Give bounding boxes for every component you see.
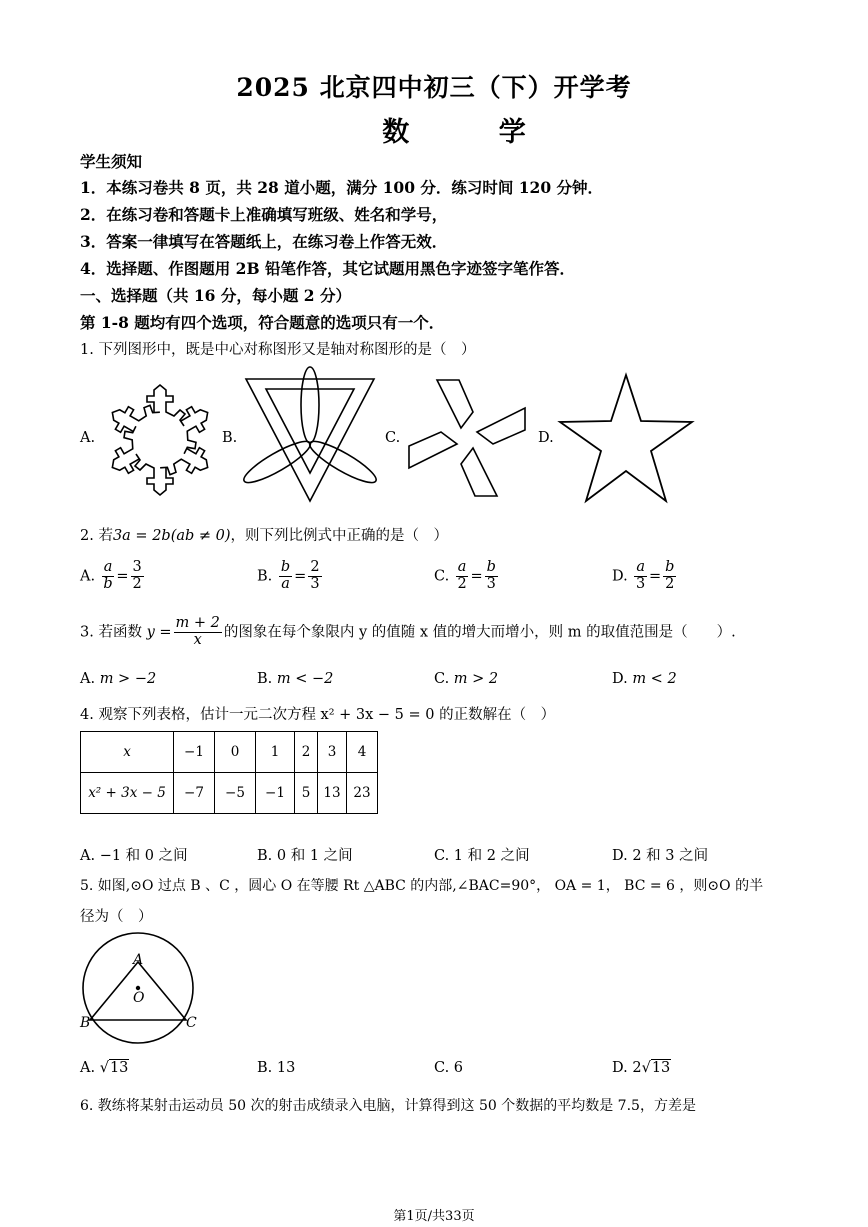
section-note: 第 1-8 题均有四个选项，符合题意的选项只有一个． — [80, 313, 445, 332]
notice-item: 1．本练习卷共 8 页，共 28 道小题，满分 100 分．练习时间 120 分钟． — [80, 178, 604, 197]
q4-table — [80, 731, 378, 814]
section-heading: 一、选择题（共 16 分，每小题 2 分） — [80, 286, 351, 305]
q2-option-b: B. $\frac{b}{a}$ = $\frac{2}{3}$ — [257, 559, 320, 592]
table-cell: 2 — [295, 732, 318, 773]
pinwheel-icon — [400, 372, 534, 504]
q5-option-a: A. √13 — [80, 1060, 129, 1076]
q4-option-d: D. 2 和 3 之间 — [612, 848, 709, 864]
notice-item: 3．答案一律填写在答题纸上，在练习卷上作答无效． — [80, 232, 448, 251]
table-row — [81, 732, 378, 773]
q1-option-a-label: A. — [80, 430, 96, 446]
table-cell: −1 — [256, 773, 295, 814]
table-cell: x² + 3x − 5 — [81, 773, 174, 814]
q1-option-d-label: D. — [538, 430, 554, 446]
notice-item: 2．在练习卷和答题卡上准确填写班级、姓名和学号， — [80, 205, 448, 224]
question-4-stem: 4. 观察下列表格，估计一元二次方程 x² + 3x − 5 = 0 的正数解在（ ） — [80, 707, 556, 723]
q3-option-c: C. m > 2 — [434, 671, 499, 687]
question-3-stem: 3. 若函数 y = $\frac{m + 2}{x}$ 的图象在每个象限内 y 的值随 x 值的增大而增小，则 m 的取值范围是（ ）. — [80, 615, 736, 648]
table-cell: x — [81, 732, 174, 773]
table-cell: 3 — [318, 732, 347, 773]
triangle-ellipses-icon — [240, 365, 380, 505]
figure-label-c: C — [186, 1015, 197, 1031]
q4-option-b: B. 0 和 1 之间 — [257, 848, 353, 864]
table-cell: −5 — [215, 773, 256, 814]
snowflake-icon — [100, 380, 220, 500]
q3-option-d: D. m < 2 — [612, 671, 677, 687]
table-cell: 23 — [347, 773, 378, 814]
star-icon — [556, 373, 696, 505]
table-cell: −7 — [174, 773, 215, 814]
figure-label-b: B — [80, 1015, 91, 1031]
question-2-stem: 2. 若3a = 2b(ab ≠ 0)，则下列比例式中正确的是（ ） — [80, 528, 449, 544]
table-cell: 13 — [318, 773, 347, 814]
table-row — [81, 773, 378, 814]
question-1-stem: 1. 下列图形中，既是中心对称图形又是轴对称图形的是（ ） — [80, 342, 476, 358]
notice-item: 4．选择题、作图题用 2B 铅笔作答，其它试题用黑色字迹签字笔作答． — [80, 259, 575, 278]
q3-option-b: B. m < −2 — [257, 671, 334, 687]
q2-option-a: A. $\frac{a}{b}$ = $\frac{3}{2}$ — [80, 559, 142, 592]
figure-label-o: O — [133, 990, 145, 1006]
q2-option-d: D. $\frac{a}{3}$ = $\frac{b}{2}$ — [612, 559, 675, 592]
q1-option-c-label: C. — [385, 430, 401, 446]
q1-option-b-label: B. — [222, 430, 238, 446]
q5-option-c: C. 6 — [434, 1060, 464, 1076]
notice-heading: 学生须知 — [80, 152, 143, 171]
table-cell: 1 — [256, 732, 295, 773]
table-cell: 4 — [347, 732, 378, 773]
q5-option-b: B. 13 — [257, 1060, 296, 1076]
subject-title: 数 学 — [382, 117, 566, 148]
page-title: 2025 北京四中初三（下）开学考 — [236, 73, 632, 102]
question-5-stem-line2: 径为（ ） — [80, 909, 153, 925]
table-cell: 0 — [215, 732, 256, 773]
figure-label-a: A — [133, 952, 144, 968]
q5-option-d: D. 2√13 — [612, 1060, 671, 1076]
page-footer: 第1页/共33页 — [393, 1209, 475, 1224]
q4-option-c: C. 1 和 2 之间 — [434, 848, 530, 864]
q2-option-c: C. $\frac{a}{2}$ = $\frac{b}{3}$ — [434, 559, 496, 592]
table-cell: 5 — [295, 773, 318, 814]
table-cell: −1 — [174, 732, 215, 773]
q3-option-a: A. m > −2 — [80, 671, 157, 687]
q4-option-a: A. −1 和 0 之间 — [80, 848, 188, 864]
question-6-stem: 6. 教练将某射击运动员 50 次的射击成绩录入电脑，计算得到这 50 个数据的平均数是 7.5，方差是 — [80, 1098, 696, 1114]
question-5-stem-line1: 5. 如图,⊙O 过点 B 、C ，圆心 O 在等腰 Rt △ABC 的内部,∠BAC=90°， OA = 1， BC = 6 ，则⊙O 的半 — [80, 878, 764, 894]
